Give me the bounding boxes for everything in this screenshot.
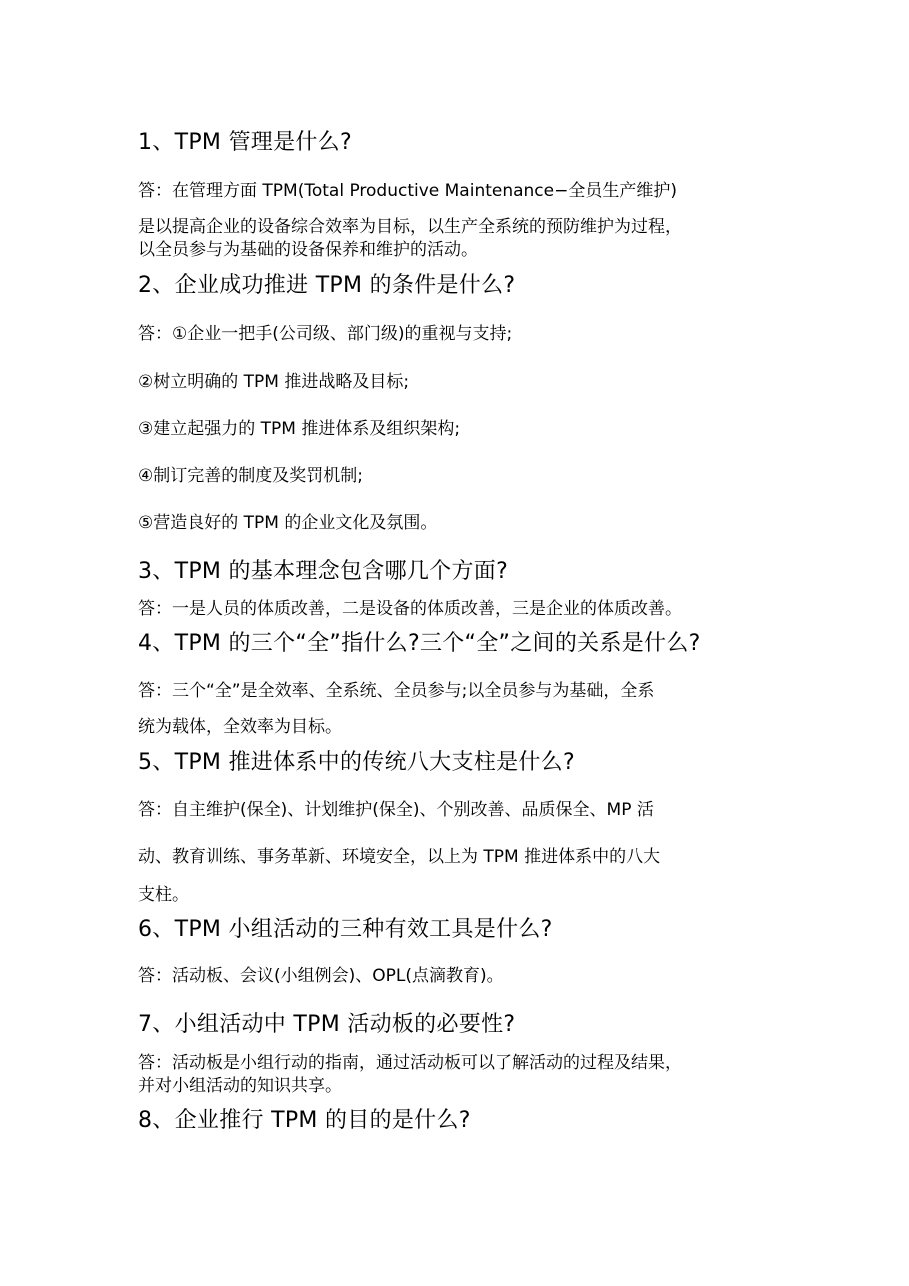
answer-7-line-2: 并对小组活动的知识共享。 [138,1076,342,1096]
question-6: 6、TPM 小组活动的三种有效工具是什么? [138,917,553,942]
question-2: 2、企业成功推进 TPM 的条件是什么? [138,273,516,298]
answer-1-line-3: 以全员参与为基础的设备保养和维护的活动。 [138,240,478,260]
answer-4-line-1: 答：三个“全”是全效率、全系统、全员参与;以全员参与为基础，全系 [138,681,655,701]
answer-1-line-1: 答：在管理方面 TPM(Total Productive Maintenance−全员生产维护) [138,181,677,201]
answer-5-line-2: 动、教育训练、事务革新、环境安全，以上为 TPM 推进体系中的八大 [138,847,661,867]
answer-3-line-1: 答：一是人员的体质改善，二是设备的体质改善，三是企业的体质改善。 [138,599,682,619]
question-1: 1、TPM 管理是什么? [138,130,352,155]
answer-2-line-1: 答：①企业一把手(公司级、部门级)的重视与支持; [138,324,513,344]
question-4: 4、TPM 的三个“全”指什么?三个“全”之间的关系是什么? [138,631,701,656]
answer-2-line-4: ④制订完善的制度及奖罚机制; [138,466,363,486]
answer-2-line-2: ②树立明确的 TPM 推进战略及目标; [138,372,410,392]
question-3: 3、TPM 的基本理念包含哪几个方面? [138,559,509,584]
answer-4-line-2: 统为载体，全效率为目标。 [138,717,342,737]
answer-5-line-1: 答：自主维护(保全)、计划维护(保全)、个别改善、品质保全、MP 活 [138,800,654,820]
answer-7-line-1: 答：活动板是小组行动的指南，通过活动板可以了解活动的过程及结果， [138,1053,682,1073]
answer-2-line-3: ③建立起强力的 TPM 推进体系及组织架构; [138,419,461,439]
answer-6-line-1: 答：活动板、会议(小组例会)、OPL(点滴教育)。 [138,966,504,986]
question-5: 5、TPM 推进体系中的传统八大支柱是什么? [138,750,575,775]
answer-1-line-2: 是以提高企业的设备综合效率为目标，以生产全系统的预防维护为过程， [138,217,682,237]
question-7: 7、小组活动中 TPM 活动板的必要性? [138,1012,516,1037]
answer-5-line-3: 支柱。 [138,885,189,905]
answer-2-line-5: ⑤营造良好的 TPM 的企业文化及氛围。 [138,513,438,533]
question-8: 8、企业推行 TPM 的目的是什么? [138,1108,471,1133]
